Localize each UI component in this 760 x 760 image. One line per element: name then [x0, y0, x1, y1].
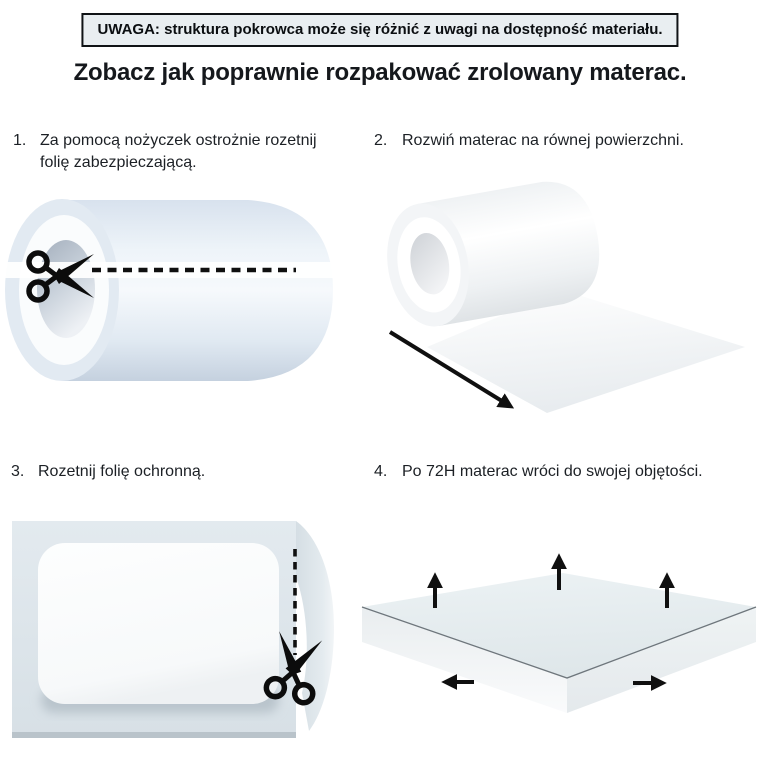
foil-cut-flap [296, 521, 334, 731]
step-4-illustration [360, 535, 760, 760]
step-1-number: 1. [13, 132, 27, 149]
step-4-number: 4. [374, 463, 388, 480]
notice-banner [81, 13, 678, 47]
step-3-text: Rozetnij folię ochronną. [38, 463, 206, 480]
page-title: Zobacz jak poprawnie rozpakować zrolowany materac. [73, 59, 687, 86]
expanding-mattress-figure [360, 535, 760, 760]
rolled-mattress-figure [0, 185, 335, 400]
step-2-illustration [362, 160, 760, 432]
step-2-number: 2. [374, 132, 388, 149]
step-4-text: Po 72H materac wróci do swojej objętości. [402, 463, 703, 480]
foil-cutting-figure [5, 515, 350, 760]
step-3-number: 3. [11, 463, 25, 480]
unrolling-mattress-figure [362, 160, 760, 432]
foil-bottom-edge [12, 732, 296, 738]
step-2-text: Rozwiń materac na równej powierzchni. [402, 132, 684, 149]
step-3-illustration [5, 515, 350, 760]
step-1-illustration [0, 185, 335, 400]
flat-mattress [38, 543, 279, 704]
step-1-text: Za pomocą nożyczek ostrożnie rozetnij folię zabezpieczającą. [40, 132, 317, 171]
notice-banner-text: UWAGA: struktura pokrowca może się różnić z uwagi na dostępność materiału. [97, 21, 663, 38]
